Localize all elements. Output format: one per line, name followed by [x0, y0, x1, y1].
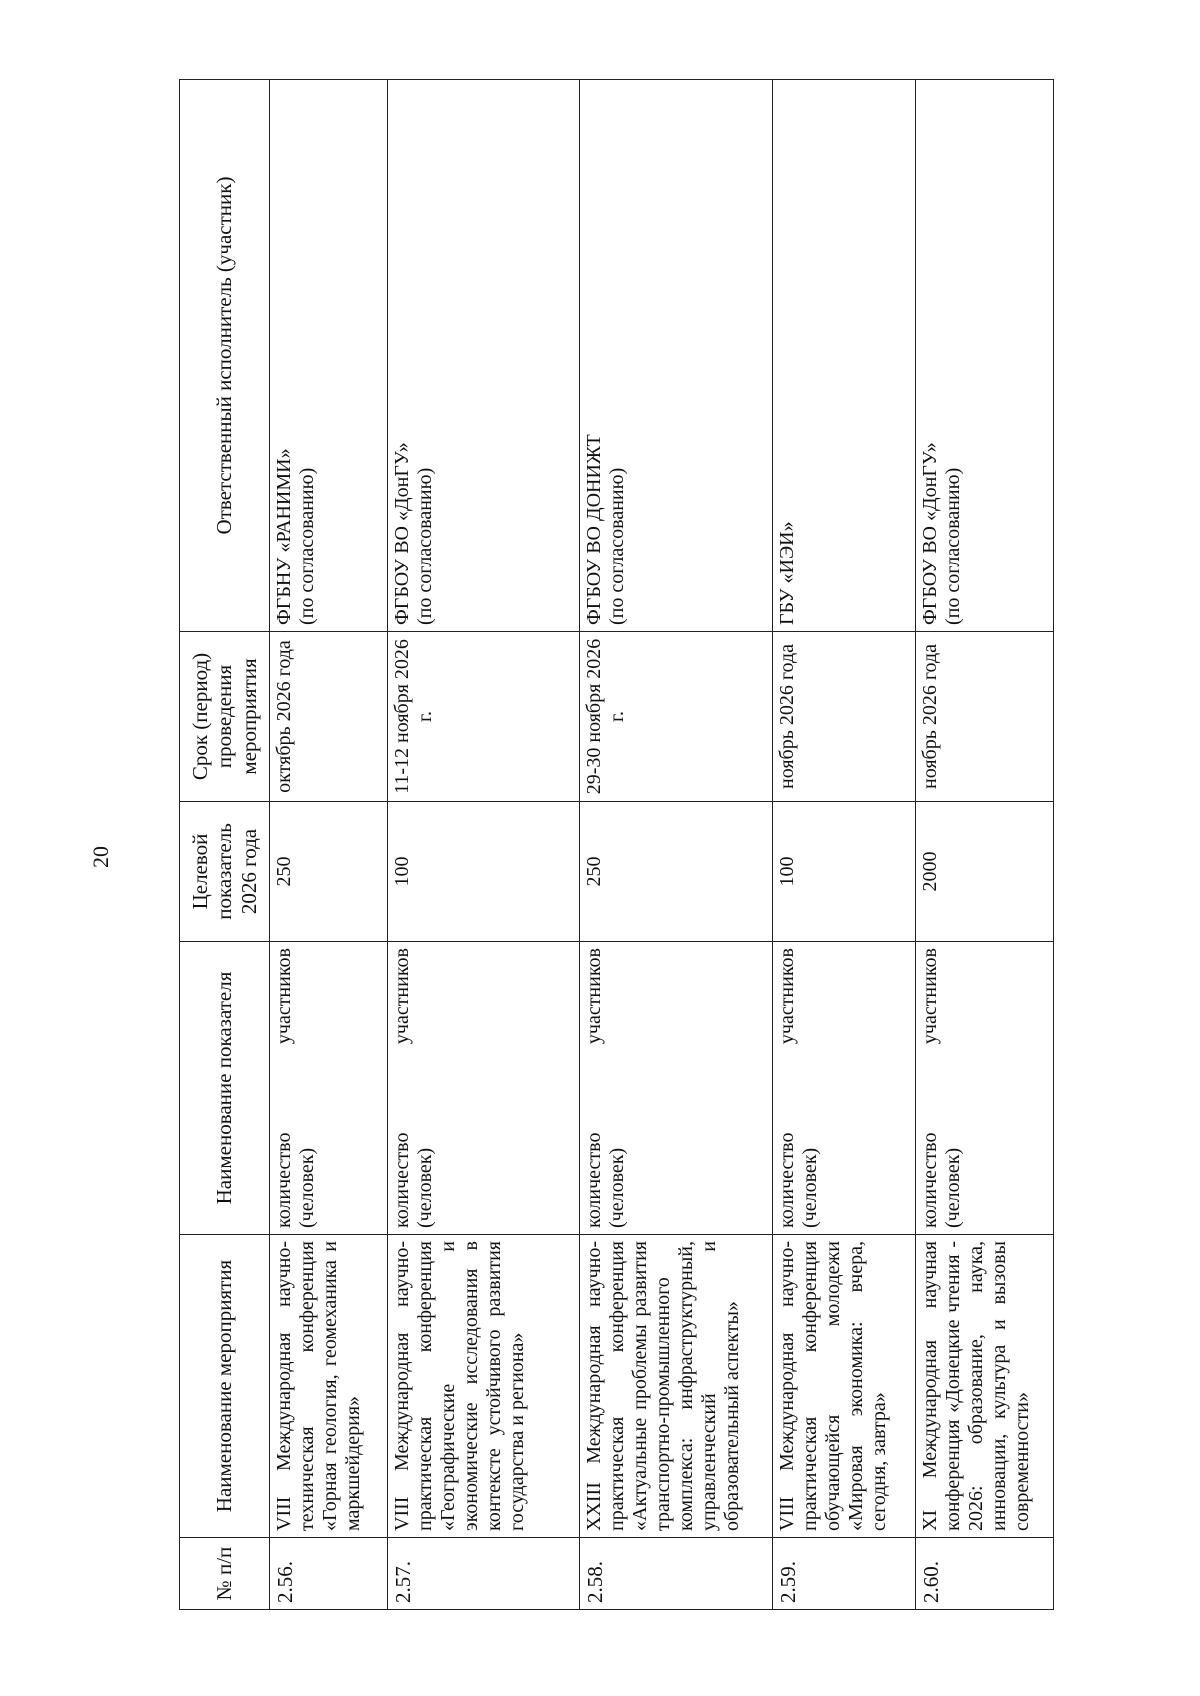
- events-table: [179, 79, 1054, 1610]
- executor-note: (по согласованию): [606, 467, 628, 625]
- row-number: 2.60.: [916, 1538, 1054, 1610]
- table-header-row: [180, 80, 270, 1610]
- event-name: VIII Международная научно-практическая конференция обучающейся молодежи «Мировая экономика: вчера, сегодня, завтра»: [773, 1235, 916, 1538]
- event-period: ноябрь 2026 года: [773, 632, 916, 802]
- executor-name: ФГБНУ «РАНИМИ»: [273, 448, 295, 625]
- event-period: 11-12 ноября 2026 г.: [388, 632, 580, 802]
- event-period: ноябрь 2026 года: [916, 632, 1054, 802]
- indicator-name: количество участников (человек): [270, 942, 388, 1235]
- indicator-name: количество участников (человек): [580, 942, 773, 1235]
- executor-name: ГБУ «ИЭИ»: [776, 521, 798, 625]
- header-event: Наименование мероприятия: [180, 1235, 270, 1538]
- target-value: 2000: [916, 802, 1054, 942]
- target-value: 250: [580, 802, 773, 942]
- executor-note: (по согласованию): [414, 467, 436, 625]
- header-executor: Ответственный исполнитель (участник): [180, 80, 270, 632]
- header-target: Целевой показатель 2026 года: [180, 802, 270, 942]
- header-period: Срок (период) проведения мероприятия: [180, 632, 270, 802]
- executor-name: ФГБОУ ВО «ДонГУ»: [391, 442, 413, 625]
- table-row: [270, 80, 388, 1610]
- target-value: 100: [388, 802, 580, 942]
- table-row: [773, 80, 916, 1610]
- target-value: 100: [773, 802, 916, 942]
- executor-name: ФГБОУ ВО ДОНИЖТ: [583, 434, 605, 625]
- header-indicator: Наименование показателя: [180, 942, 270, 1235]
- indicator-name: количество участников (человек): [388, 942, 580, 1235]
- indicator-name: количество участников (человек): [773, 942, 916, 1235]
- header-num: № п/п: [180, 1538, 270, 1610]
- row-number: 2.59.: [773, 1538, 916, 1610]
- table-row: [580, 80, 773, 1610]
- event-name: XXIII Международная научно-практическая конференция «Актуальные проблемы развития транспортно-промышленного комплекса: инфраструктурный, управленческий и образовательный аспекты»: [580, 1235, 773, 1538]
- target-value: 250: [270, 802, 388, 942]
- row-number: 2.58.: [580, 1538, 773, 1610]
- executor-note: (по согласованию): [942, 467, 964, 625]
- event-name: VIII Международная научно-техническая конференция «Горная геология, геомеханика и маркшейдерия»: [270, 1235, 388, 1538]
- executor-name: ФГБОУ ВО «ДонГУ»: [919, 442, 941, 625]
- row-number: 2.56.: [270, 1538, 388, 1610]
- executor-cell: [388, 80, 580, 632]
- table-row: [916, 80, 1054, 1610]
- event-name: XI Международная научная конференция «Донецкие чтения - 2026: образование, наука, инновации, культура и вызовы современности»: [916, 1235, 1054, 1538]
- indicator-name: количество участников (человек): [916, 942, 1054, 1235]
- executor-cell: [916, 80, 1054, 632]
- table-row: [388, 80, 580, 1610]
- executor-note: (по согласованию): [296, 467, 318, 625]
- rotated-sheet: [179, 80, 1059, 1610]
- event-period: октябрь 2026 года: [270, 632, 388, 802]
- event-period: 29-30 ноября 2026 г.: [580, 632, 773, 802]
- row-number: 2.57.: [388, 1538, 580, 1610]
- page-number: 20: [88, 846, 113, 868]
- executor-cell: [270, 80, 388, 632]
- executor-cell: [580, 80, 773, 632]
- executor-cell: [773, 80, 916, 632]
- event-name: VIII Международная научно-практическая конференция «Географические и экономические исследования в контексте устойчивого развития государства и региона»: [388, 1235, 580, 1538]
